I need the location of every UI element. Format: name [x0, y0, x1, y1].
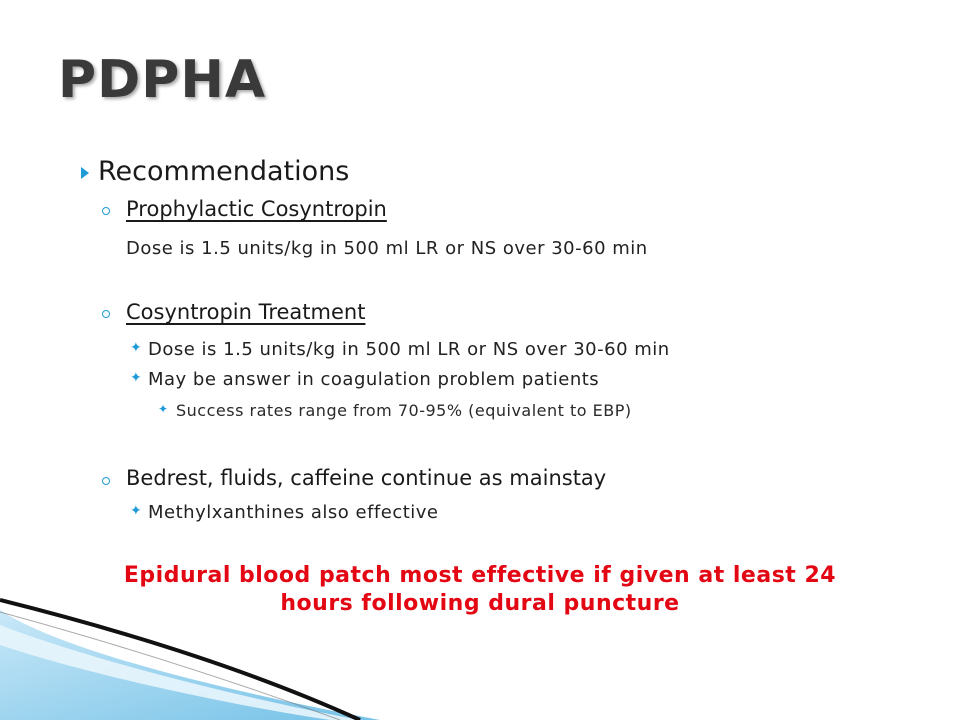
star-bullet-icon: ✦ — [158, 402, 169, 416]
star-bullet-icon: ✦ — [130, 340, 142, 356]
highlight-line-1: Epidural blood patch most effective if given at least 24 — [123, 563, 837, 588]
star-bullet-icon: ✦ — [130, 503, 142, 519]
treatment-bullet-1: Dose is 1.5 units/kg in 500 ml LR or NS over 30-60 min — [148, 339, 670, 360]
methylxanthines-bullet: Methylxanthines also effective — [148, 502, 439, 523]
arrow-bullet-icon — [81, 167, 89, 179]
ring-bullet-icon — [102, 207, 110, 215]
treatment-bullet-2: May be answer in coagulation problem patients — [148, 369, 600, 390]
ring-bullet-icon — [102, 477, 110, 485]
star-bullet-icon: ✦ — [130, 370, 142, 386]
ring-bullet-icon — [102, 310, 110, 318]
epidural-highlight — [90, 562, 870, 618]
prophylactic-dose-text: Dose is 1.5 units/kg in 500 ml LR or NS over 30-60 min — [126, 238, 648, 259]
success-rates-sub-bullet: Success rates range from 70-95% (equivalent to EBP) — [176, 401, 632, 420]
slide-title: PDPHA — [58, 50, 267, 110]
bedrest-heading: Bedrest, fluids, caffeine continue as mainstay — [126, 466, 607, 490]
treatment-heading: Cosyntropin Treatment — [126, 300, 366, 324]
recommendations-heading: Recommendations — [98, 156, 350, 187]
prophylactic-heading: Prophylactic Cosyntropin — [126, 197, 387, 221]
highlight-line-2: hours following dural puncture — [280, 591, 680, 616]
